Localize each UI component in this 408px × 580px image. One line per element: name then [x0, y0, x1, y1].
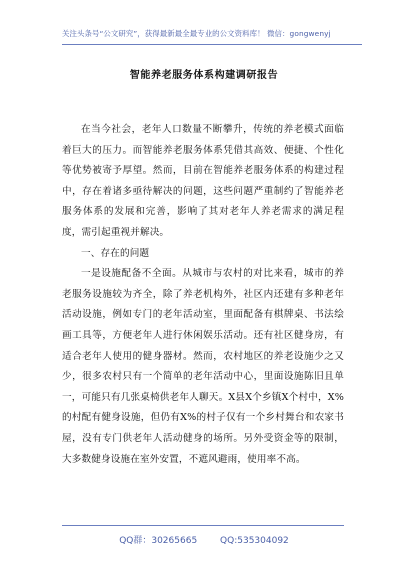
document-body [62, 120, 344, 470]
header-banner: 关注头条号“公文研究”，获得最新最全最专业的公文资料库！ 微信：gongwenyj [62, 29, 331, 38]
footer-qq-group: QQ群：30265665 [119, 536, 198, 546]
section-heading: 一、存在的问题 [81, 247, 150, 259]
body-paragraph: 一是设施配备不全面。从城市与农村的对比来看，城市的养老服务设施较为齐全，除了养老机构外，社区内还建有多种老年活动设施，例如专门的老年活动室，里面配备有棋牌桌、书法绘画工具等，方便老年人进行休闲娱乐活动。还有社区健身房，有适合老年人使用的健身器材。然而，农村地区的养老设施少之又少，很多农村只有一个简单的老年活动中心，里面设施陈旧且单一，可能只有几张桌椅供老年人聊天。X县X个乡镇X个村中，X%的村配有健身设施，但仍有X%的村子仅有一个乡村舞台和农家书屋，没有专门供老年人活动健身的场所。另外受资金等的限制，大多数健身设施在室外安置，不遮风避雨，使用率不高。 [62, 268, 344, 465]
header-divider [62, 44, 362, 45]
footer [0, 533, 408, 546]
intro-paragraph: 在当今社会，老年人口数量不断攀升，传统的养老模式面临着巨大的压力。而智能养老服务体系凭借其高效、便捷、个性化等优势被寄予厚望。然而，目前在智能养老服务体系的构建过程中，存在着诸多亟待解决的问题，这些问题严重制约了智能养老服务体系的发展和完善，影响了其对老年人养老需求的满足程度，需引起重视并解决。 [62, 124, 344, 238]
footer-divider [62, 525, 344, 526]
document-title: 智能养老服务体系构建调研报告 [129, 70, 279, 81]
footer-qq-contact: QQ:535304092 [220, 536, 289, 546]
